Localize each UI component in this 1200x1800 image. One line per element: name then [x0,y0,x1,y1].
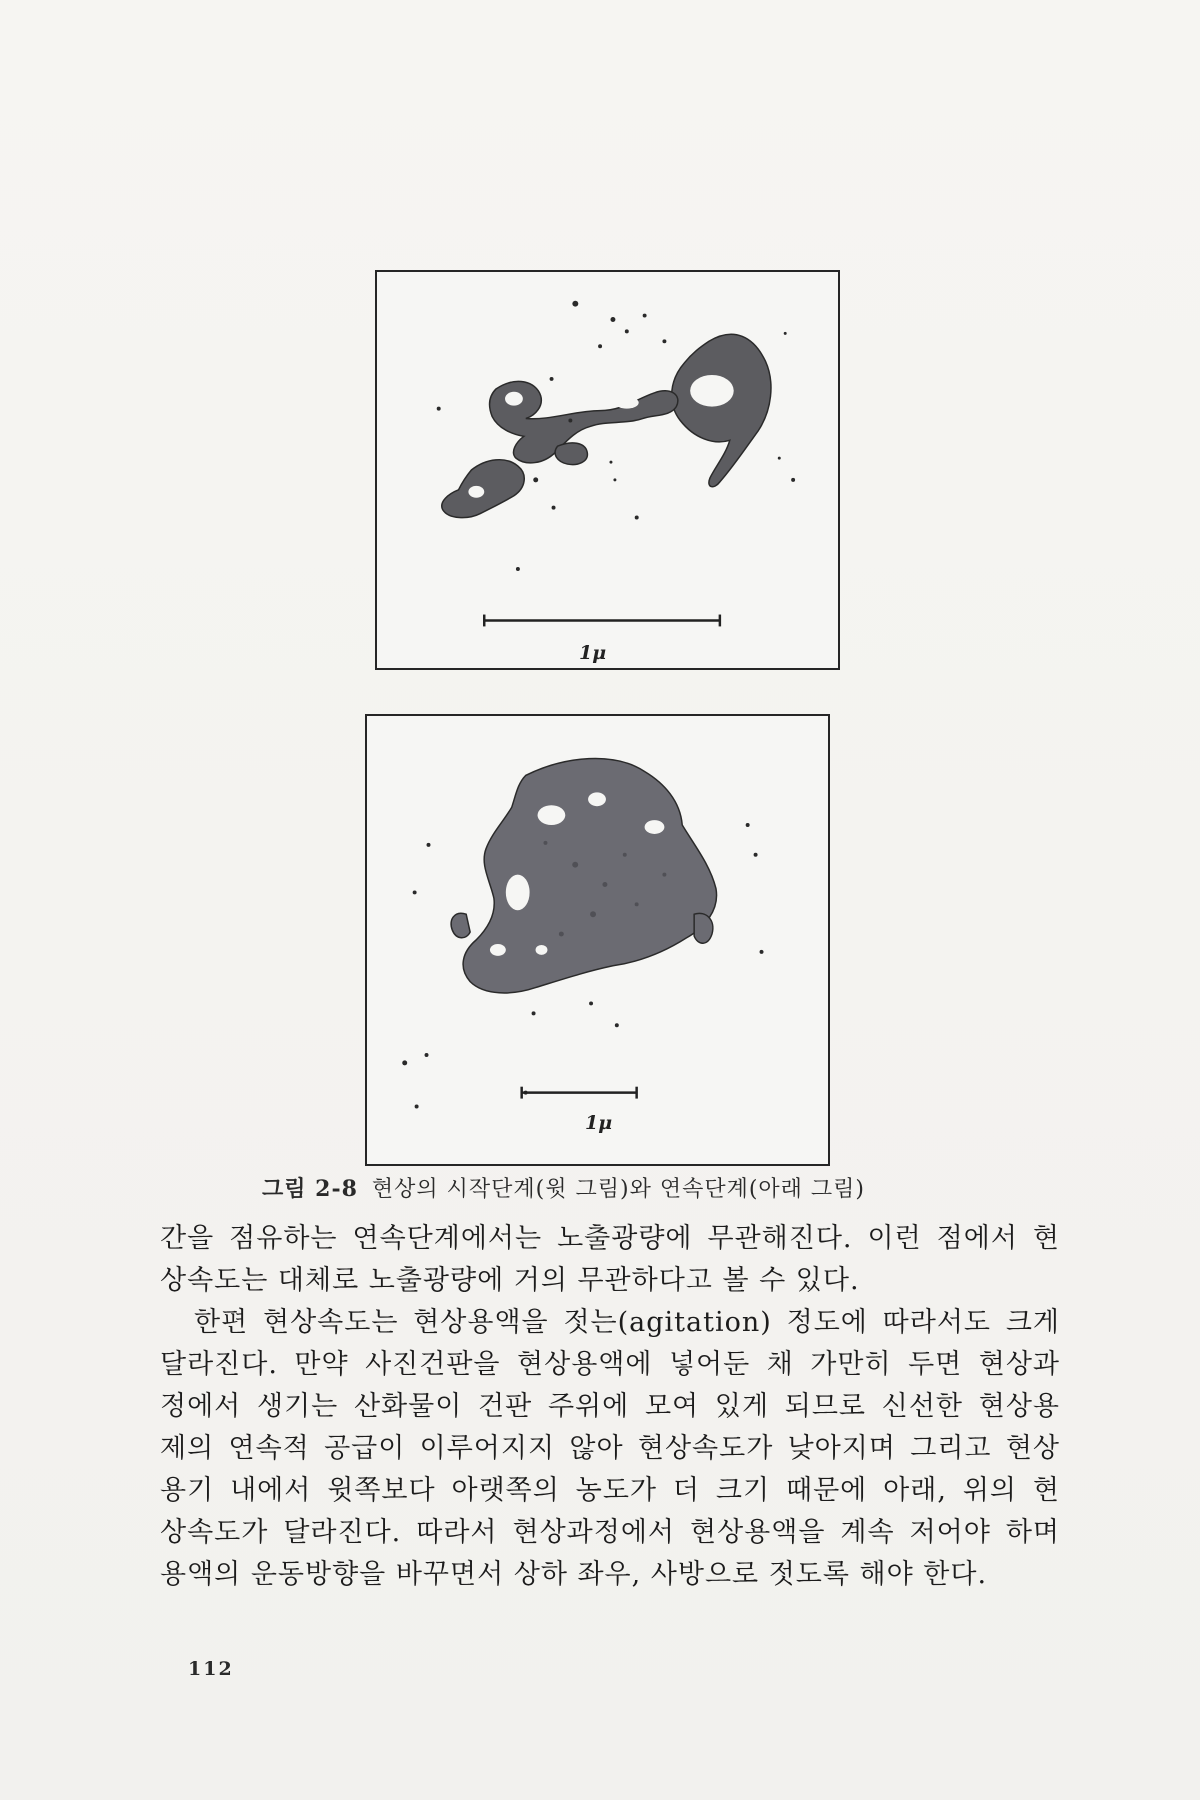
page-number: 112 [188,1658,234,1680]
micrograph-continuation-stage-image [367,716,828,1164]
body-line: 정에서 생기는 산화물이 건판 주위에 모여 있게 되므로 신선한 현상용 [160,1391,1060,1422]
micrograph-start-stage-image [377,272,838,668]
body-line: 간을 점유하는 연속단계에서는 노출광량에 무관해진다. 이런 점에서 현 [160,1223,1060,1254]
figure-caption-text: 현상의 시작단계(윗 그림)와 연속단계(아래 그림) [371,1177,866,1202]
body-line: 용액의 운동방향을 바꾸면서 상하 좌우, 사방으로 젓도록 해야 한다. [160,1559,988,1590]
body-line: 상속도는 대체로 노출광량에 거의 무관하다고 볼 수 있다. [160,1265,860,1296]
scale-bar-label-bottom: 1μ [585,1112,613,1134]
figure-caption [262,1172,1002,1203]
body-line: 상속도가 달라진다. 따라서 현상과정에서 현상용액을 계속 저어야 하며 [160,1517,1060,1548]
scale-bar-label-top: 1μ [579,642,607,664]
body-text [160,1218,1060,1596]
body-line: 달라진다. 만약 사진건판을 현상용액에 넣어둔 채 가만히 두면 현상과 [160,1349,1060,1380]
figure-number: 그림 2-8 [262,1176,358,1202]
body-line: 제의 연속적 공급이 이루어지지 않아 현상속도가 낮아지며 그리고 현상 [160,1433,1060,1464]
body-line: 한편 현상속도는 현상용액을 젓는(agitation) 정도에 따라서도 크게 [194,1307,1060,1338]
micrograph-start-stage [375,270,840,670]
body-line: 용기 내에서 윗쪽보다 아랫쪽의 농도가 더 크기 때문에 아래, 위의 현 [160,1475,1060,1506]
micrograph-continuation-stage [365,714,830,1166]
